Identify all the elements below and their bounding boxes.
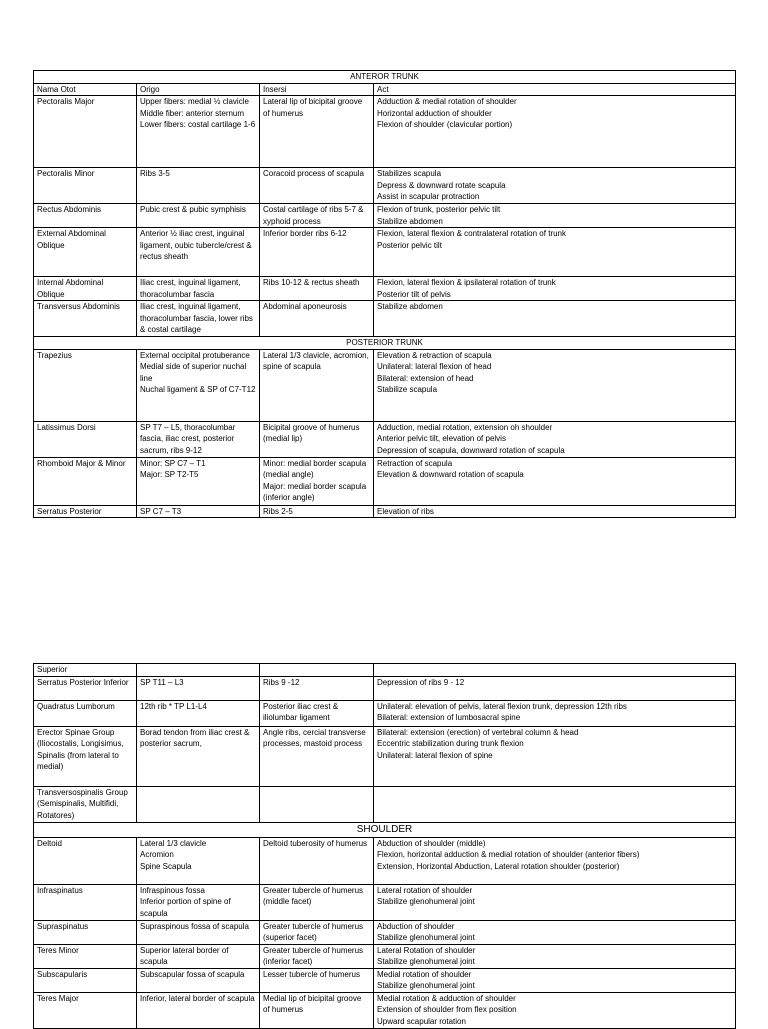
- muscle-name: Rhomboid Major & Minor: [34, 457, 137, 505]
- action-cell: Abduction of shoulder Stabilize glenohumeral joint: [374, 920, 736, 944]
- action-cell: Stabilizes scapula Depress & downward rotate scapula Assist in scapular protraction: [374, 168, 736, 204]
- insertion-cell: Ribs 10-12 & rectus sheath: [260, 277, 374, 301]
- origin-cell: External occipital protuberance Medial side of superior nuchal line Nuchal ligament & SP of C7-T12: [137, 349, 260, 421]
- origin-cell: Superior lateral border of scapula: [137, 944, 260, 968]
- action-cell: Medial rotation & adduction of shoulder Extension of shoulder from flex position Upward scapular rotation: [374, 992, 736, 1028]
- action-cell: [374, 664, 736, 677]
- table-row: [34, 664, 736, 677]
- table-row: [34, 992, 736, 1028]
- action-cell: Depression of ribs 9 - 12: [374, 676, 736, 700]
- insertion-cell: Posterior iliac crest & iliolumbar ligament: [260, 700, 374, 726]
- action-cell: Flexion, lateral flexion & contralateral rotation of trunk Posterior pelvic tilt: [374, 228, 736, 277]
- section-header-row: [34, 822, 736, 837]
- origin-cell: Borad tendon from iliac crest & posterior sacrum,: [137, 726, 260, 786]
- section-header-row: [34, 71, 736, 84]
- table-row: [34, 301, 736, 337]
- column-header-origo: Origo: [137, 83, 260, 96]
- table-row: [34, 96, 736, 168]
- insertion-cell: Ribs 9 -12: [260, 676, 374, 700]
- origin-cell: [137, 786, 260, 822]
- insertion-cell: Deltoid tuberosity of humerus: [260, 837, 374, 884]
- action-cell: Retraction of scapula Elevation & downward rotation of scapula: [374, 457, 736, 505]
- action-cell: Flexion, lateral flexion & ipsilateral rotation of trunk Posterior tilt of pelvis: [374, 277, 736, 301]
- muscle-name: Teres Minor: [34, 944, 137, 968]
- origin-cell: Lateral 1/3 clavicle Acromion Spine Scapula: [137, 837, 260, 884]
- anterior-trunk-header: ANTEROR TRUNK: [34, 71, 736, 84]
- muscle-name: Infraspinatus: [34, 884, 137, 920]
- action-cell: Adduction & medial rotation of shoulder Horizontal adduction of shoulder Flexion of shoulder (clavicular portion): [374, 96, 736, 168]
- action-cell: Elevation of ribs: [374, 505, 736, 518]
- action-cell: [374, 786, 736, 822]
- action-cell: Flexion of trunk, posterior pelvic tilt Stabilize abdomen: [374, 204, 736, 228]
- muscle-name: Latissimus Dorsi: [34, 421, 137, 457]
- column-header-act: Act: [374, 83, 736, 96]
- muscle-name: Serratus Posterior Inferior: [34, 676, 137, 700]
- table-row: [34, 505, 736, 518]
- posterior-trunk-header: POSTERIOR TRUNK: [34, 337, 736, 350]
- insertion-cell: [260, 786, 374, 822]
- origin-cell: [137, 664, 260, 677]
- action-cell: Abduction of shoulder (middle) Flexion, horizontal adduction & medial rotation of shoulder (anterior fibers) Extension, Horizontal Abduction, Lateral rotation shoulder (posterior): [374, 837, 736, 884]
- origin-cell: Infraspinous fossa Inferior portion of spine of scapula: [137, 884, 260, 920]
- muscle-table-trunk: [33, 70, 736, 518]
- origin-cell: Ribs 3-5: [137, 168, 260, 204]
- column-header-row: [34, 83, 736, 96]
- insertion-cell: Lateral lip of bicipital groove of humerus: [260, 96, 374, 168]
- table-row: [34, 228, 736, 277]
- origin-cell: Minor: SP C7 – T1 Major: SP T2-T5: [137, 457, 260, 505]
- muscle-name: Deltoid: [34, 837, 137, 884]
- table-row: [34, 944, 736, 968]
- action-cell: Lateral Rotation of shoulder Stabilize glenohumeral joint: [374, 944, 736, 968]
- insertion-cell: [260, 664, 374, 677]
- action-cell: Stabilize abdomen: [374, 301, 736, 337]
- action-cell: Unilateral: elevation of pelvis, lateral flexion trunk, depression 12th ribs Bilateral: extension of lumbosacral spine: [374, 700, 736, 726]
- origin-cell: Supraspinous fossa of scapula: [137, 920, 260, 944]
- muscle-name: Subscapularis: [34, 968, 137, 992]
- muscle-name: Pectoralis Major: [34, 96, 137, 168]
- table-row: [34, 700, 736, 726]
- table-row: [34, 786, 736, 822]
- muscle-table-shoulder: [33, 663, 736, 1029]
- table-row: [34, 277, 736, 301]
- column-header-insersi: Insersi: [260, 83, 374, 96]
- insertion-cell: Lesser tubercle of humerus: [260, 968, 374, 992]
- insertion-cell: Greater tubercle of humerus (superior facet): [260, 920, 374, 944]
- table-row: [34, 204, 736, 228]
- insertion-cell: Greater tubercle of humerus (inferior facet): [260, 944, 374, 968]
- insertion-cell: Coracoid process of scapula: [260, 168, 374, 204]
- origin-cell: Iliac crest, inguinal ligament, thoracolumbar fascia: [137, 277, 260, 301]
- table-row: [34, 968, 736, 992]
- muscle-name: Transversospinalis Group (Semispinalis, Multifidi, Rotatores): [34, 786, 137, 822]
- action-cell: Elevation & retraction of scapula Unilateral: lateral flexion of head Bilateral: extension of head Stabilize scapula: [374, 349, 736, 421]
- muscle-name: Internal Abdominal Oblique: [34, 277, 137, 301]
- origin-cell: Inferior, lateral border of scapula: [137, 992, 260, 1028]
- table-row: [34, 837, 736, 884]
- origin-cell: Anterior ½ iliac crest, inguinal ligament, oubic tubercle/crest & rectus sheath: [137, 228, 260, 277]
- insertion-cell: Medial lip of bicipital groove of humerus: [260, 992, 374, 1028]
- table-row: [34, 457, 736, 505]
- muscle-name: Teres Major: [34, 992, 137, 1028]
- table-row: [34, 726, 736, 786]
- insertion-cell: Angle ribs, cercial transverse processes, mastoid process: [260, 726, 374, 786]
- origin-cell: Iliac crest, inguinal ligament, thoracolumbar fascia, lower ribs & costal cartilage: [137, 301, 260, 337]
- origin-cell: Subscapular fossa of scapula: [137, 968, 260, 992]
- shoulder-header: SHOULDER: [34, 822, 736, 837]
- insertion-cell: Inferior border ribs 6-12: [260, 228, 374, 277]
- insertion-cell: Costal cartilage of ribs 5-7 & xyphoid process: [260, 204, 374, 228]
- muscle-name: Quadratus Lumborum: [34, 700, 137, 726]
- origin-cell: SP T7 – L5, thoracolumbar fascia, iliac crest, posterior sacrum, ribs 9-12: [137, 421, 260, 457]
- muscle-name: Pectoralis Minor: [34, 168, 137, 204]
- action-cell: Adduction, medial rotation, extension oh shoulder Anterior pelvic tilt, elevation of pelvis Depression of scapula, downward rotation of scapula: [374, 421, 736, 457]
- column-header-nama-otot: Nama Otot: [34, 83, 137, 96]
- muscle-name: Transversus Abdominis: [34, 301, 137, 337]
- muscle-name: External Abdominal Oblique: [34, 228, 137, 277]
- muscle-name: Trapezius: [34, 349, 137, 421]
- action-cell: Lateral rotation of shoulder Stabilize glenohumeral joint: [374, 884, 736, 920]
- insertion-cell: Greater tubercle of humerus (middle facet): [260, 884, 374, 920]
- table-row: [34, 421, 736, 457]
- table-row: [34, 884, 736, 920]
- muscle-name: Superior: [34, 664, 137, 677]
- muscle-name: Serratus Posterior: [34, 505, 137, 518]
- insertion-cell: Minor: medial border scapula (medial angle) Major: medial border scapula (inferior angle): [260, 457, 374, 505]
- origin-cell: Pubic crest & pubic symphisis: [137, 204, 260, 228]
- origin-cell: SP C7 – T3: [137, 505, 260, 518]
- insertion-cell: Abdominal aponeurosis: [260, 301, 374, 337]
- origin-cell: SP T11 – L3: [137, 676, 260, 700]
- table-row: [34, 676, 736, 700]
- insertion-cell: Bicipital groove of humerus (medial lip): [260, 421, 374, 457]
- action-cell: Bilateral: extension (erection) of vertebral column & head Eccentric stabilization during trunk flexion Unilateral: lateral flexion of spine: [374, 726, 736, 786]
- table-row: [34, 920, 736, 944]
- muscle-name: Supraspinatus: [34, 920, 137, 944]
- origin-cell: Upper fibers: medial ½ clavicle Middle fiber: anterior sternum Lower fibers: costal cartilage 1-6: [137, 96, 260, 168]
- table-row: [34, 168, 736, 204]
- insertion-cell: Lateral 1/3 clavicle, acromion, spine of scapula: [260, 349, 374, 421]
- muscle-name: Rectus Abdominis: [34, 204, 137, 228]
- muscle-name: Erector Spinae Group (Iliocostalis, Longisimus, Spinalis (from lateral to medial): [34, 726, 137, 786]
- table-row: [34, 349, 736, 421]
- action-cell: Medial rotation of shoulder Stabilize glenohumeral joint: [374, 968, 736, 992]
- section-header-row: [34, 337, 736, 350]
- insertion-cell: Ribs 2-5: [260, 505, 374, 518]
- origin-cell: 12th rib * TP L1-L4: [137, 700, 260, 726]
